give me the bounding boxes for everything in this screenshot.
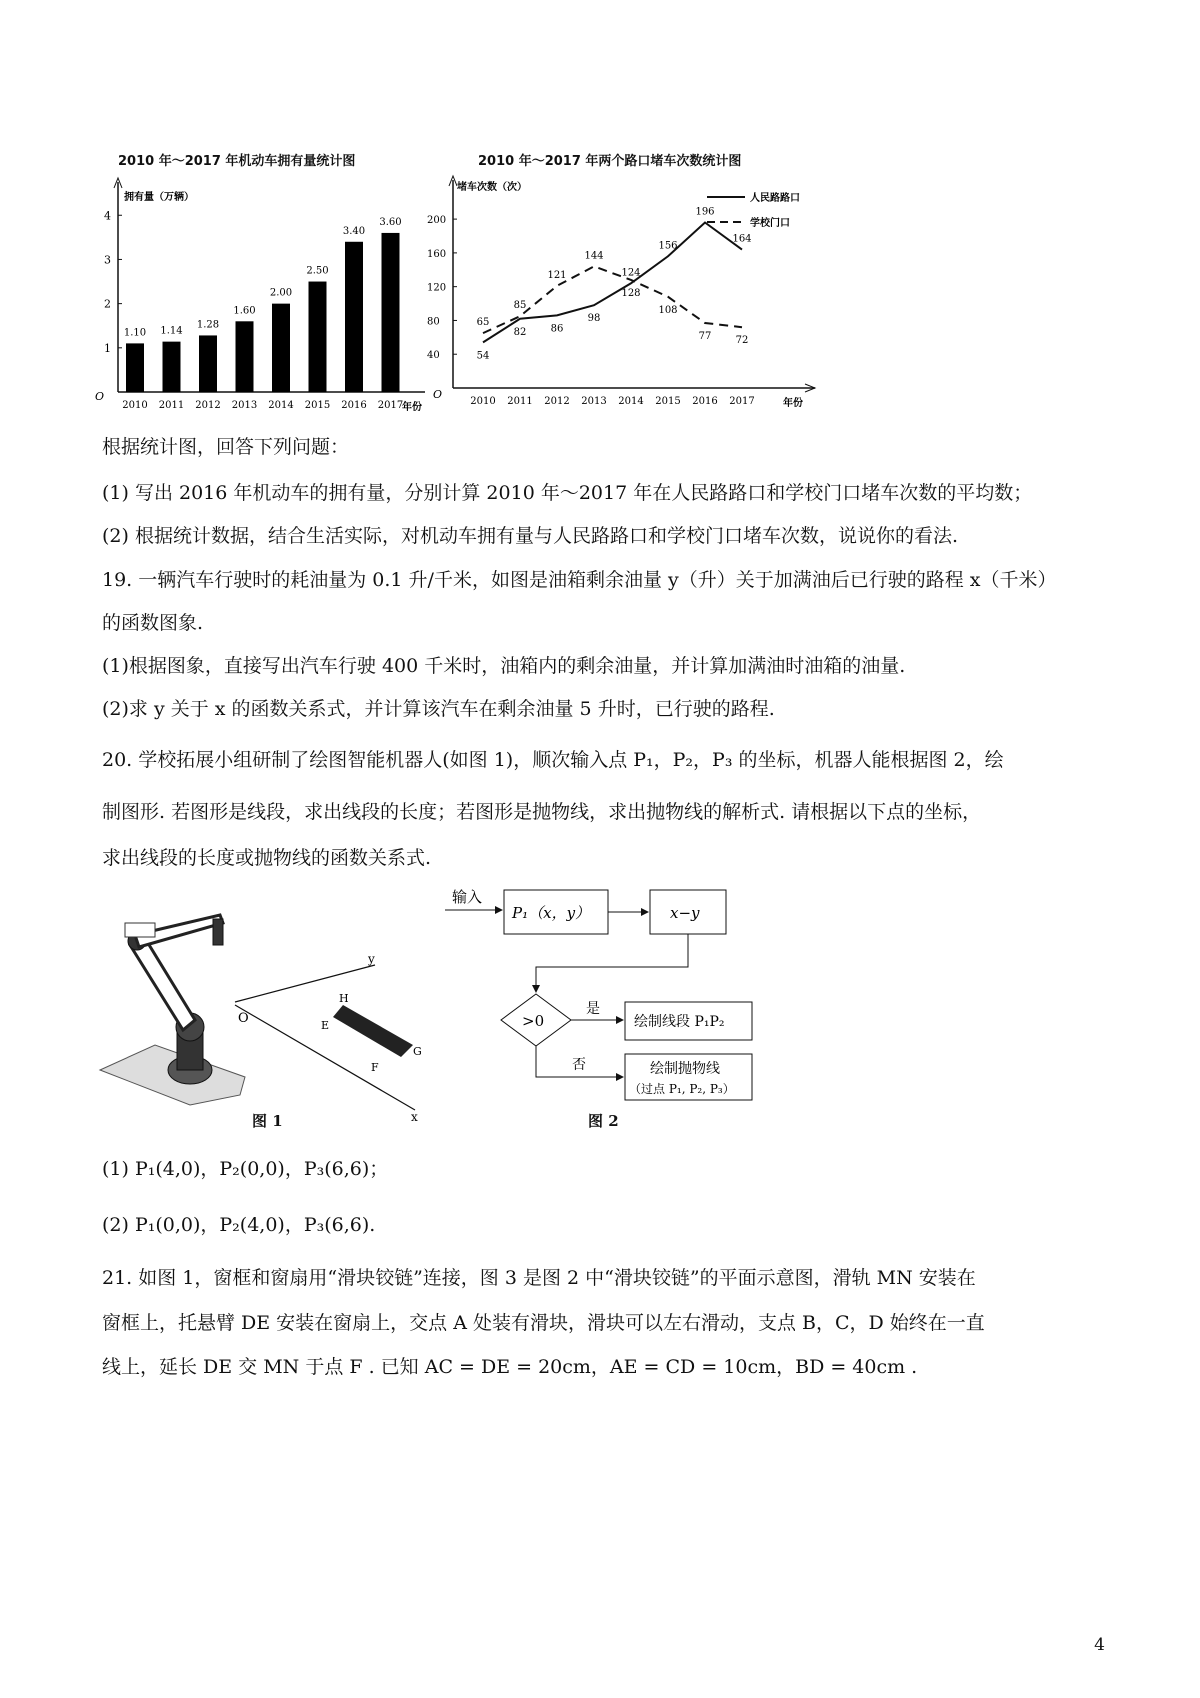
q18-part2: (2) 根据统计数据，结合生活实际，对机动车拥有量与人民路路口和学校门口堵车次数，说说你的看法. bbox=[102, 525, 958, 547]
line-xtick-label: 2010 bbox=[470, 396, 496, 407]
line-xtick-label: 2013 bbox=[581, 396, 607, 407]
series-renmin-road-line bbox=[483, 222, 742, 342]
origin-label-fig1: O bbox=[238, 1011, 249, 1026]
line-data-label: 85 bbox=[513, 300, 527, 312]
figure-2-flowchart bbox=[440, 880, 780, 1110]
line-data-label: 72 bbox=[735, 335, 749, 347]
line-ytick-label: 40 bbox=[427, 350, 440, 362]
q19-line-b: 的函数图象. bbox=[102, 612, 204, 634]
point-e-label: E bbox=[321, 1019, 330, 1032]
q21-line-b: 窗框上，托悬臂 DE 安装在窗扇上，交点 A 处装有滑块，滑块可以左右滑动，支点 B，C，D 始终在一直 bbox=[102, 1312, 985, 1334]
figure-1-caption: 图 1 bbox=[252, 1112, 283, 1130]
bar-ytick-label: 2 bbox=[104, 297, 111, 311]
bar-2010 bbox=[126, 343, 144, 392]
line-xtick-label: 2014 bbox=[618, 396, 644, 407]
bar-xtick-label: 2016 bbox=[341, 400, 367, 411]
bar-xtick-label: 2017 bbox=[377, 400, 404, 411]
q20-line-c: 求出线段的长度或抛物线的函数关系式. bbox=[102, 847, 432, 869]
bar-xtick-label: 2015 bbox=[304, 400, 331, 411]
line-xtick-label: 2011 bbox=[507, 396, 533, 407]
q21-line-c: 线上，延长 DE 交 MN 于点 F . 已知 AC = DE = 20cm，AE = CD = 10cm，BD = 40cm . bbox=[102, 1356, 918, 1378]
line-data-label: 124 bbox=[621, 267, 641, 279]
line-ytick-label: 160 bbox=[427, 248, 447, 260]
robot-arm-illustration bbox=[100, 915, 245, 1105]
bar-value-label: 1.10 bbox=[123, 327, 147, 339]
line-xtick-label: 2017 bbox=[729, 396, 755, 407]
line-data-label: 82 bbox=[513, 326, 527, 338]
line-data-label: 156 bbox=[658, 240, 678, 252]
bar-2016 bbox=[345, 242, 363, 392]
line-chart-title: 2010 年～2017 年两个路口堵车次数统计图 bbox=[478, 154, 742, 169]
bar-origin-label: O bbox=[95, 390, 105, 403]
q21-line-a: 21. 如图 1，窗框和窗扇用“滑块铰链”连接，图 3 是图 2 中“滑块铰链”的平面示意图，滑轨 MN 安装在 bbox=[102, 1267, 976, 1289]
legend-label: 人民路路口 bbox=[750, 193, 800, 204]
line-data-label: 98 bbox=[587, 313, 601, 325]
page-number: 4 bbox=[1094, 1635, 1105, 1655]
bar-value-label: 1.28 bbox=[196, 319, 220, 331]
line-ytick-label: 120 bbox=[427, 282, 447, 294]
line-data-label: 121 bbox=[547, 269, 567, 281]
q18-part1: (1) 写出 2016 年机动车的拥有量，分别计算 2010 年～2017 年在人民路路口和学校门口堵车次数的平均数； bbox=[102, 482, 1033, 504]
line-data-label: 77 bbox=[698, 330, 712, 342]
point-h-label: H bbox=[339, 992, 349, 1005]
axis-y-label-fig1: y bbox=[368, 952, 375, 966]
bar-xtick-label: 2014 bbox=[268, 400, 294, 411]
bar-2015 bbox=[309, 282, 327, 392]
bar-xtick-label: 2010 bbox=[122, 400, 148, 411]
flow-box-no-text-1: 绘制抛物线 bbox=[650, 1061, 720, 1077]
q19-line-a: 19. 一辆汽车行驶时的耗油量为 0.1 升/千米，如图是油箱剩余油量 y（升）关于加满油后已行驶的路程 x（千米） bbox=[102, 569, 1057, 591]
bar-ytick-label: 3 bbox=[104, 253, 111, 267]
line-data-label: 65 bbox=[476, 317, 490, 329]
flow-box-calc-text: x−y bbox=[670, 904, 700, 922]
flow-box-input-text: P₁（x，y） bbox=[512, 904, 591, 922]
flow-box-no-text-2: （过点 P₁, P₂, P₃） bbox=[629, 1082, 735, 1096]
rectangle-efgh bbox=[333, 1005, 413, 1057]
line-y-axis-label: 堵车次数（次） bbox=[457, 182, 527, 193]
line-xtick-label: 2015 bbox=[655, 396, 681, 407]
bar-chart bbox=[90, 170, 430, 415]
bar-value-label: 1.60 bbox=[233, 305, 256, 317]
point-g-label: G bbox=[413, 1045, 422, 1058]
bar-ytick-label: 4 bbox=[104, 209, 111, 223]
bar-chart-title: 2010 年～2017 年机动车拥有量统计图 bbox=[118, 154, 356, 169]
bar-xtick-label: 2013 bbox=[231, 400, 258, 411]
line-data-label: 128 bbox=[621, 287, 641, 299]
line-data-label: 86 bbox=[550, 323, 564, 335]
bar-2013 bbox=[236, 321, 254, 392]
bar-value-label: 1.14 bbox=[160, 325, 183, 337]
bar-2012 bbox=[199, 335, 217, 392]
bar-y-axis-label: 拥有量（万辆） bbox=[124, 192, 194, 203]
bar-value-label: 3.60 bbox=[379, 216, 402, 228]
q20-part1: (1) P₁(4,0)，P₂(0,0)，P₃(6,6)； bbox=[102, 1158, 389, 1180]
line-origin-label: O bbox=[433, 388, 443, 401]
bar-xtick-label: 2012 bbox=[195, 400, 221, 411]
flow-yes-label: 是 bbox=[586, 1001, 600, 1017]
line-xtick-label: 2012 bbox=[544, 396, 570, 407]
bar-2011 bbox=[163, 342, 181, 392]
flow-decision-text: >0 bbox=[522, 1012, 545, 1030]
flow-input-label: 输入 bbox=[452, 888, 483, 906]
q20-line-b: 制图形. 若图形是线段，求出线段的长度；若图形是抛物线，求出抛物线的解析式. 请根据以下点的坐标， bbox=[102, 801, 982, 823]
bar-2014 bbox=[272, 304, 290, 392]
bar-x-axis-label: 年份 bbox=[402, 402, 422, 413]
bar-value-label: 3.40 bbox=[342, 225, 366, 237]
legend-label: 学校门口 bbox=[750, 218, 790, 229]
figure-1-robot bbox=[95, 905, 435, 1135]
line-x-axis-label: 年份 bbox=[783, 398, 803, 409]
q20-part2: (2) P₁(0,0)，P₂(4,0)，P₃(6,6). bbox=[102, 1214, 376, 1236]
figure-2-caption: 图 2 bbox=[588, 1112, 619, 1130]
bar-ytick-label: 1 bbox=[104, 341, 111, 355]
flow-box-yes-text: 绘制线段 P₁P₂ bbox=[634, 1014, 725, 1030]
axis-x-label-fig1: x bbox=[411, 1110, 418, 1124]
line-ytick-label: 80 bbox=[427, 316, 440, 328]
bar-value-label: 2.00 bbox=[269, 287, 293, 299]
bar-xtick-label: 2011 bbox=[158, 400, 185, 411]
line-ytick-label: 200 bbox=[427, 215, 447, 227]
q20-line-a: 20. 学校拓展小组研制了绘图智能机器人(如图 1)，顺次输入点 P₁，P₂，P₃ 的坐标，机器人能根据图 2，绘 bbox=[102, 749, 1004, 771]
line-data-label: 54 bbox=[476, 350, 490, 362]
flow-no-label: 否 bbox=[572, 1057, 586, 1073]
q19-part1: (1)根据图象，直接写出汽车行驶 400 千米时，油箱内的剩余油量，并计算加满油时油箱的油量. bbox=[102, 655, 906, 677]
line-xtick-label: 2016 bbox=[692, 396, 718, 407]
bar-2017 bbox=[382, 233, 400, 392]
line-data-label: 144 bbox=[584, 250, 604, 262]
point-f-label: F bbox=[371, 1061, 379, 1074]
line-data-label: 164 bbox=[732, 233, 752, 245]
q19-part2: (2)求 y 关于 x 的函数关系式，并计算该汽车在剩余油量 5 升时，已行驶的路程. bbox=[102, 698, 775, 720]
q18-intro: 根据统计图，回答下列问题： bbox=[102, 436, 350, 458]
line-data-label: 196 bbox=[695, 206, 715, 218]
line-chart bbox=[425, 170, 825, 415]
line-data-label: 108 bbox=[658, 304, 678, 316]
bar-value-label: 2.50 bbox=[306, 265, 329, 277]
